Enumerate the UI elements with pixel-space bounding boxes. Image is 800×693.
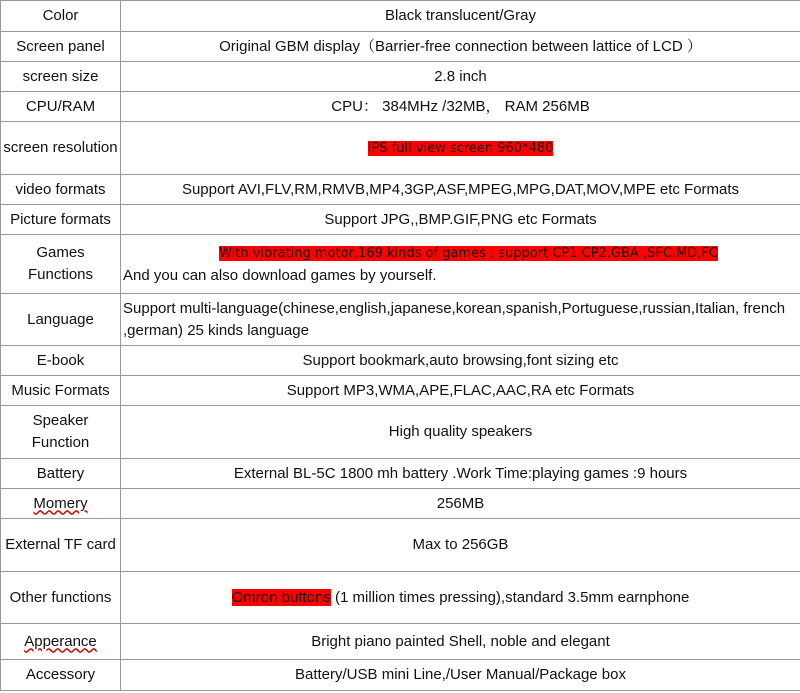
row-value: External BL-5C 1800 mh battery .Work Time:playing games :9 hours — [121, 459, 800, 489]
table-row — [1, 519, 800, 572]
highlighted-text: Omron buttons — [231, 588, 331, 606]
table-row — [1, 32, 800, 62]
row-value: Bright piano painted Shell, noble and elegant — [121, 624, 800, 660]
row-value: Max to 256GB — [121, 519, 800, 572]
table-row — [1, 572, 800, 624]
row-label: screen resolution — [1, 122, 121, 175]
row-value — [121, 122, 800, 175]
row-value-rest: (1 million times pressing),standard 3.5mm earnphone — [330, 588, 690, 606]
row-label: External TF card — [1, 519, 121, 572]
row-label: screen size — [1, 62, 121, 92]
table-row — [1, 175, 800, 205]
table-row — [1, 376, 800, 406]
table-row — [1, 1, 800, 32]
row-value: Black translucent/Gray — [121, 1, 800, 32]
row-label: Battery — [1, 459, 121, 489]
row-label: Picture formats — [1, 205, 121, 235]
row-label-text: Apperance — [24, 632, 97, 650]
table-row — [1, 489, 800, 519]
row-label: E-book — [1, 346, 121, 376]
row-label: Music Formats — [1, 376, 121, 406]
row-label-text: Momery — [33, 494, 88, 512]
row-label: Language — [1, 294, 121, 346]
highlighted-text: With vibrating motor,169 kinds of games , support CP1.CP2.GBA ,SFC,MD,FC — [219, 245, 718, 261]
table-row — [1, 406, 800, 459]
row-value: Original GBM display（Barrier-free connection between lattice of LCD ） — [121, 32, 800, 62]
row-value: Support multi-language(chinese,english,japanese,korean,spanish,Portuguese,russian,Italian, french ,german) 25 kinds language — [121, 294, 800, 346]
row-value: Support JPG,,BMP.GIF,PNG etc Formats — [121, 205, 800, 235]
table-row — [1, 235, 800, 294]
table-row — [1, 294, 800, 346]
row-label: Color — [1, 1, 121, 32]
row-label: Accessory — [1, 660, 121, 691]
row-value: CPU： 384MHz /32MB， RAM 256MB — [121, 92, 800, 122]
row-label: CPU/RAM — [1, 92, 121, 122]
table-row — [1, 660, 800, 691]
table-row — [1, 624, 800, 660]
row-value: Battery/USB mini Line,/User Manual/Package box — [121, 660, 800, 691]
row-value: High quality speakers — [121, 406, 800, 459]
table-row — [1, 205, 800, 235]
row-label — [1, 489, 121, 519]
row-value: Support MP3,WMA,APE,FLAC,AAC,RA etc Formats — [121, 376, 800, 406]
row-label: video formats — [1, 175, 121, 205]
row-value — [121, 235, 800, 294]
row-label: Screen panel — [1, 32, 121, 62]
row-value — [121, 572, 800, 624]
row-value: Support AVI,FLV,RM,RMVB,MP4,3GP,ASF,MPEG,MPG,DAT,MOV,MPE etc Formats — [121, 175, 800, 205]
table-row — [1, 122, 800, 175]
row-value: Support bookmark,auto browsing,font sizing etc — [121, 346, 800, 376]
table-row — [1, 346, 800, 376]
row-value: 256MB — [121, 489, 800, 519]
highlighted-text: IPS full view screen 960*480 — [367, 140, 554, 156]
row-label: Other functions — [1, 572, 121, 624]
table-row — [1, 62, 800, 92]
row-label: Speaker Function — [1, 406, 121, 459]
row-value-line2: And you can also download games by yourself. — [123, 266, 437, 284]
row-value: 2.8 inch — [121, 62, 800, 92]
row-label — [1, 624, 121, 660]
table-row — [1, 92, 800, 122]
row-label: Games Functions — [1, 235, 121, 294]
table-row — [1, 459, 800, 489]
